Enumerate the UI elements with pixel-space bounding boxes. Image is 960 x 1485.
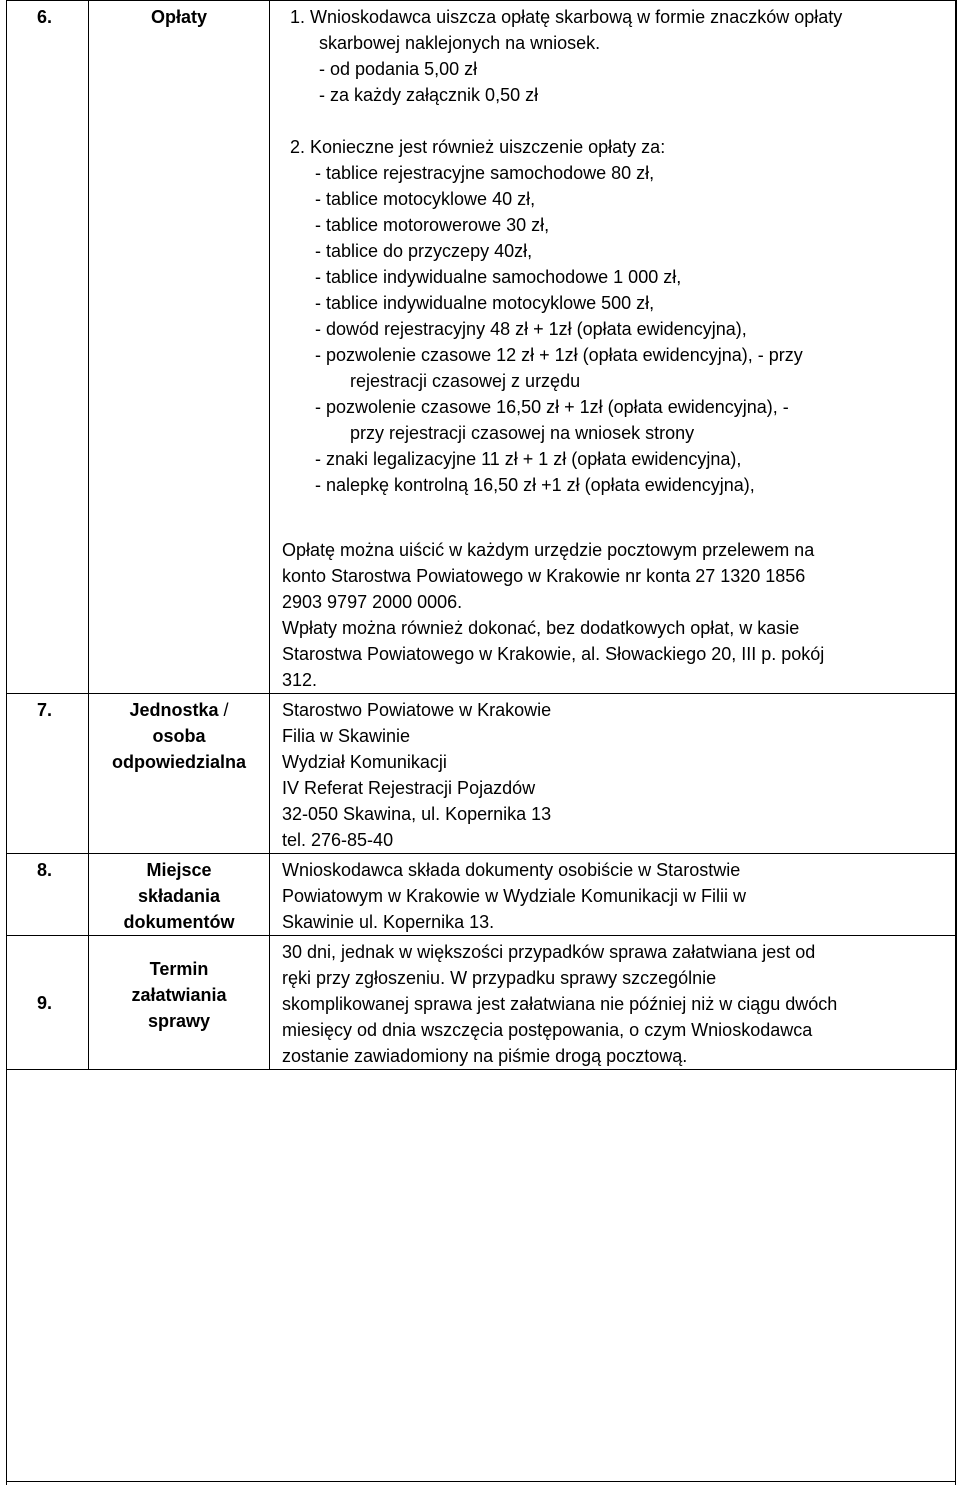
text-line: - tablice motocyklowe 40 zł,	[315, 189, 536, 209]
text-line: - pozwolenie czasowe 16,50 zł + 1zł (opłata ewidencyjna), -	[315, 397, 789, 417]
text-line: Powiatowym w Krakowie w Wydziale Komunikacji w Filii w	[282, 886, 746, 906]
text-line: tel. 276-85-40	[282, 830, 394, 850]
text-line: 1. Wnioskodawca uiszcza opłatę skarbową w formie znaczków opłaty	[290, 7, 843, 27]
processing-content	[270, 936, 957, 1070]
fees-content	[270, 1, 957, 694]
text-line: - za każdy załącznik 0,50 zł	[319, 85, 539, 105]
text-line: - tablice rejestracyjne samochodowe 80 zł,	[315, 163, 655, 183]
text-line: 2. Konieczne jest również uiszczenie opłaty za:	[290, 137, 666, 157]
text-line: Wydział Komunikacji	[282, 752, 447, 772]
label-part: składania	[137, 886, 221, 906]
label-part: odpowiedzialna	[111, 752, 246, 772]
row-label	[89, 694, 270, 854]
row-number: 9.	[7, 936, 89, 1070]
row-label	[89, 854, 270, 936]
label-part: Miejsce	[146, 860, 212, 880]
text-line: skomplikowanej sprawa jest załatwiana nie później niż w ciągu dwóch	[282, 994, 838, 1014]
row-processing-time	[7, 936, 957, 1070]
text-line: ręki przy zgłoszeniu. W przypadku sprawy szczególnie	[282, 968, 717, 988]
text-line: - pozwolenie czasowe 12 zł + 1zł (opłata ewidencyjna), - przy	[315, 345, 803, 365]
info-table	[6, 0, 957, 1070]
row-label	[89, 936, 270, 1070]
row-label: Opłaty	[89, 1, 270, 694]
text-line: przy rejestracji czasowej na wniosek strony	[350, 423, 695, 443]
text-line: Wpłaty można również dokonać, bez dodatkowych opłat, w kasie	[282, 618, 800, 638]
label-part: dokumentów	[123, 912, 235, 932]
row-responsible-unit	[7, 694, 957, 854]
text-line: Skawinie ul. Kopernika 13.	[282, 912, 495, 932]
text-line: Filia w Skawinie	[282, 726, 411, 746]
text-line: IV Referat Rejestracji Pojazdów	[282, 778, 536, 798]
label-part: Termin	[149, 959, 209, 979]
label-part: osoba	[152, 726, 206, 746]
text-line: skarbowej naklejonych na wniosek.	[319, 33, 601, 53]
text-line: konto Starostwa Powiatowego w Krakowie nr konta 27 1320 1856	[282, 566, 806, 586]
text-line: 32-050 Skawina, ul. Kopernika 13	[282, 804, 552, 824]
row-number: 6.	[7, 1, 89, 694]
page-border-bottom	[6, 1481, 956, 1482]
text-line: - znaki legalizacyjne 11 zł + 1 zł (opłata ewidencyjna),	[315, 449, 742, 469]
text-line: - tablice indywidualne samochodowe 1 000 zł,	[315, 267, 682, 287]
row-submission-place	[7, 854, 957, 936]
text-line: - od podania 5,00 zł	[319, 59, 478, 79]
text-line: rejestracji czasowej z urzędu	[350, 371, 581, 391]
text-line: 2903 9797 2000 0006.	[282, 592, 463, 612]
row-number: 7.	[7, 694, 89, 854]
text-line: 30 dni, jednak w większości przypadków sprawa załatwiana jest od	[282, 942, 816, 962]
text-line: Opłatę można uiścić w każdym urzędzie pocztowym przelewem na	[282, 540, 815, 560]
text-line: Starostwa Powiatowego w Krakowie, al. Słowackiego 20, III p. pokój	[282, 644, 825, 664]
label-part: sprawy	[147, 1011, 211, 1031]
row-number: 8.	[7, 854, 89, 936]
text-line: - dowód rejestracyjny 48 zł + 1zł (opłata ewidencyjna),	[315, 319, 747, 339]
row-fees	[7, 1, 957, 694]
text-line: - tablice do przyczepy 40zł,	[315, 241, 533, 261]
text-line: Starostwo Powiatowe w Krakowie	[282, 700, 552, 720]
text-line: zostanie zawiadomiony na piśmie drogą pocztową.	[282, 1046, 688, 1066]
text-line: miesięcy od dnia wszczęcia postępowania, o czym Wnioskodawca	[282, 1020, 813, 1040]
label-part: Jednostka	[129, 700, 219, 720]
text-line: Wnioskodawca składa dokumenty osobiście w Starostwie	[282, 860, 741, 880]
text-line: - tablice indywidualne motocyklowe 500 zł,	[315, 293, 655, 313]
text-line: - nalepkę kontrolną 16,50 zł +1 zł (opłata ewidencyjna),	[315, 475, 755, 495]
unit-content	[270, 694, 957, 854]
text-line: - tablice motorowerowe 30 zł,	[315, 215, 550, 235]
label-part: załatwiania	[131, 985, 227, 1005]
submission-content	[270, 854, 957, 936]
label-part: /	[218, 700, 229, 720]
text-line: 312.	[282, 670, 318, 690]
